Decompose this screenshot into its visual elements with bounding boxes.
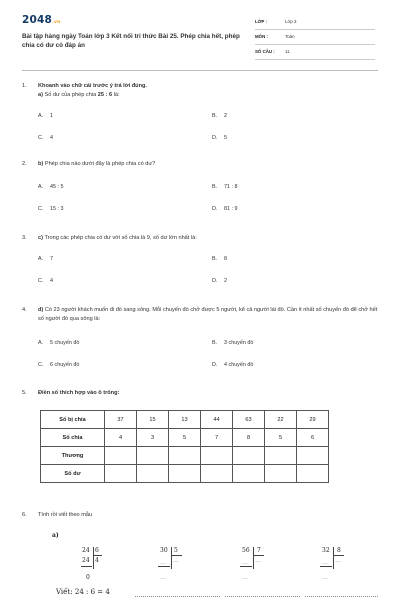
table-row	[41, 447, 329, 465]
question-number: 6.	[22, 512, 27, 518]
meta-count	[255, 46, 375, 60]
option-text: 2	[224, 113, 227, 119]
table-cell: 4	[105, 429, 137, 447]
answer-dots[interactable]: .......	[322, 560, 328, 565]
answer-cell[interactable]	[297, 465, 329, 483]
option-letter: B.	[212, 113, 218, 119]
meta-value: 11	[285, 49, 290, 54]
table-row	[41, 411, 329, 429]
answer-cell[interactable]	[169, 447, 201, 465]
question-number: 1.	[22, 83, 27, 89]
divisor: 6	[95, 547, 99, 554]
table-row	[41, 465, 329, 483]
option-letter: D.	[212, 206, 218, 212]
question-6	[22, 511, 378, 521]
table-cell: 44	[201, 411, 233, 429]
option-a[interactable]	[38, 184, 64, 190]
option-c[interactable]	[38, 135, 53, 141]
option-text: 5	[224, 135, 227, 141]
question-2	[22, 160, 378, 170]
table-cell: 8	[233, 429, 265, 447]
subtraction-line	[158, 566, 170, 567]
part-label: b)	[38, 161, 44, 167]
answer-dots[interactable]: .......	[322, 575, 328, 580]
fill-in-table	[40, 410, 329, 483]
part-label: a)	[52, 532, 59, 539]
question-text: Phép chia nào dưới đây là phép chia có dư?	[44, 161, 156, 167]
answer-dots[interactable]: .......	[335, 558, 341, 563]
option-text: 71 : 8	[224, 184, 238, 190]
question-3	[22, 234, 378, 244]
answer-line[interactable]	[305, 596, 378, 597]
answer-cell[interactable]	[233, 447, 265, 465]
header-divider	[22, 70, 378, 71]
subtrahend: 24	[82, 557, 90, 564]
option-text: 2	[224, 278, 227, 284]
option-b[interactable]	[212, 340, 253, 346]
option-d[interactable]	[212, 135, 227, 141]
question-text-tail: là:	[112, 91, 120, 98]
question-number: 3.	[22, 235, 27, 241]
option-text: 4	[50, 135, 53, 141]
division-bar	[171, 547, 172, 569]
answer-cell[interactable]	[137, 465, 169, 483]
meta-subject	[255, 31, 375, 45]
option-letter: D.	[212, 135, 218, 141]
answer-dots[interactable]: .......	[242, 560, 248, 565]
option-letter: B.	[212, 340, 218, 346]
subtraction-line	[320, 566, 332, 567]
answer-cell[interactable]	[105, 465, 137, 483]
answer-cell[interactable]	[105, 447, 137, 465]
division-bar	[93, 555, 102, 556]
site-logo[interactable]	[22, 14, 60, 26]
question-1	[22, 82, 378, 102]
division-bar	[333, 555, 344, 556]
question-text: Có 23 người khách muốn đi đò sang sông. Mỗi chuyến đò chở được 5 người, kể cả người lái đò. Cần ít nhất số chuyến đò để chở hết số người đó qua sông là:	[38, 307, 378, 322]
meta-key: LỚP :	[255, 19, 267, 24]
table-cell: 6	[297, 429, 329, 447]
option-letter: A.	[38, 184, 44, 190]
division-bar	[253, 555, 264, 556]
answer-line[interactable]	[225, 596, 300, 597]
question-text: Số dư của phép chia	[44, 91, 98, 98]
part-label: c)	[38, 235, 43, 241]
quotient: 4	[95, 557, 99, 564]
division-bar	[93, 547, 94, 569]
answer-cell[interactable]	[265, 465, 297, 483]
answer-dots[interactable]: .......	[255, 558, 261, 563]
option-b[interactable]	[212, 184, 238, 190]
option-text: 7	[50, 256, 53, 262]
row-header: Số chia	[41, 429, 105, 447]
question-number: 2.	[22, 161, 27, 167]
answer-dots[interactable]: .......	[173, 558, 179, 563]
question-5	[22, 389, 378, 399]
dividend: 56	[242, 547, 250, 554]
question-number: 4.	[22, 307, 27, 313]
option-d[interactable]	[212, 278, 227, 284]
remainder: 0	[86, 574, 90, 581]
divisor: 5	[174, 547, 178, 554]
answer-cell[interactable]	[233, 465, 265, 483]
option-letter: B.	[212, 184, 218, 190]
option-d[interactable]	[212, 362, 253, 368]
option-text: 3 chuyến đò	[224, 340, 254, 346]
option-c[interactable]	[38, 278, 53, 284]
answer-dots[interactable]: .......	[160, 560, 166, 565]
option-d[interactable]	[212, 206, 238, 212]
question-heading: Khoanh vào chữ cái trước ý trả lời đúng.	[38, 83, 147, 89]
answer-dots[interactable]: .......	[242, 575, 248, 580]
table-cell: 3	[137, 429, 169, 447]
option-a[interactable]	[38, 113, 53, 119]
option-letter: D.	[212, 362, 218, 368]
question-expression: 25 : 6	[97, 91, 113, 98]
dividend: 30	[160, 547, 168, 554]
option-text: 8	[224, 256, 227, 262]
option-b[interactable]	[212, 113, 227, 119]
option-letter: A.	[38, 256, 44, 262]
option-letter: C.	[38, 362, 44, 368]
answer-dots[interactable]: .......	[160, 575, 166, 580]
table-cell: 5	[265, 429, 297, 447]
option-text: 4 chuyến đò	[224, 362, 254, 368]
part-label: a)	[38, 91, 43, 98]
answer-cell[interactable]	[265, 447, 297, 465]
option-text: 4	[50, 278, 53, 284]
answer-cell[interactable]	[201, 447, 233, 465]
document-title: Bài tập hàng ngày Toán lớp 3 Kết nối tri thức Bài 25. Phép chia hết, phép chia có dư có đáp án	[22, 33, 240, 49]
table-row	[41, 429, 329, 447]
answer-cell[interactable]	[137, 447, 169, 465]
dividend: 32	[322, 547, 330, 554]
division-bar	[333, 547, 334, 569]
dividend: 24	[82, 547, 90, 554]
question-number: 5.	[22, 390, 27, 396]
option-text: 15 : 3	[50, 206, 64, 212]
meta-value: Toán	[285, 34, 295, 39]
question-text: Tính rồi viết theo mẫu	[38, 512, 93, 518]
option-c[interactable]	[38, 362, 79, 368]
table-cell: 37	[105, 411, 137, 429]
question-text: Trong các phép chia có dư với số chia là 9, số dư lớn nhất là:	[44, 235, 197, 241]
meta-value: Lớp 3	[285, 19, 297, 24]
option-letter: A.	[38, 113, 44, 119]
divisor: 8	[337, 547, 341, 554]
option-text: 81 : 9	[224, 206, 238, 212]
row-header: Thương	[41, 447, 105, 465]
option-text: 1	[50, 113, 53, 119]
option-letter: A.	[38, 340, 44, 346]
answer-cell[interactable]	[201, 465, 233, 483]
logo-suffix: .vn	[52, 20, 61, 25]
option-text: 6 chuyến đò	[50, 362, 80, 368]
option-letter: D.	[212, 278, 218, 284]
question-4	[22, 306, 378, 326]
option-a[interactable]	[38, 340, 79, 346]
option-letter: B.	[212, 256, 218, 262]
question-heading: Điền số thích hợp vào ô trống:	[38, 390, 120, 396]
division-bar	[253, 547, 254, 569]
logo-text: 2048	[22, 14, 53, 26]
table-cell: 29	[297, 411, 329, 429]
option-c[interactable]	[38, 206, 64, 212]
row-header: Số dư	[41, 465, 105, 483]
table-cell: 5	[169, 429, 201, 447]
option-letter: C.	[38, 278, 44, 284]
subtraction-line	[81, 566, 92, 567]
meta-key: SỐ CÂU :	[255, 49, 275, 54]
option-text: 45 : 5	[50, 184, 64, 190]
division-bar	[171, 555, 182, 556]
row-header: Số bị chia	[41, 411, 105, 429]
option-letter: C.	[38, 206, 44, 212]
answer-line[interactable]	[135, 596, 220, 597]
table-cell: 15	[137, 411, 169, 429]
option-text: 5 chuyến đò	[50, 340, 80, 346]
option-letter: C.	[38, 135, 44, 141]
answer-cell[interactable]	[169, 465, 201, 483]
option-b[interactable]	[212, 256, 227, 262]
subtraction-line	[240, 566, 252, 567]
divisor: 7	[257, 547, 261, 554]
table-cell: 7	[201, 429, 233, 447]
meta-key: MÔN :	[255, 34, 268, 39]
answer-cell[interactable]	[297, 447, 329, 465]
table-cell: 63	[233, 411, 265, 429]
part-label: d)	[38, 307, 44, 313]
table-cell: 13	[169, 411, 201, 429]
option-a[interactable]	[38, 256, 53, 262]
table-cell: 22	[265, 411, 297, 429]
example-caption: Viết: 24 : 6 = 4	[56, 588, 110, 596]
meta-class	[255, 16, 375, 30]
